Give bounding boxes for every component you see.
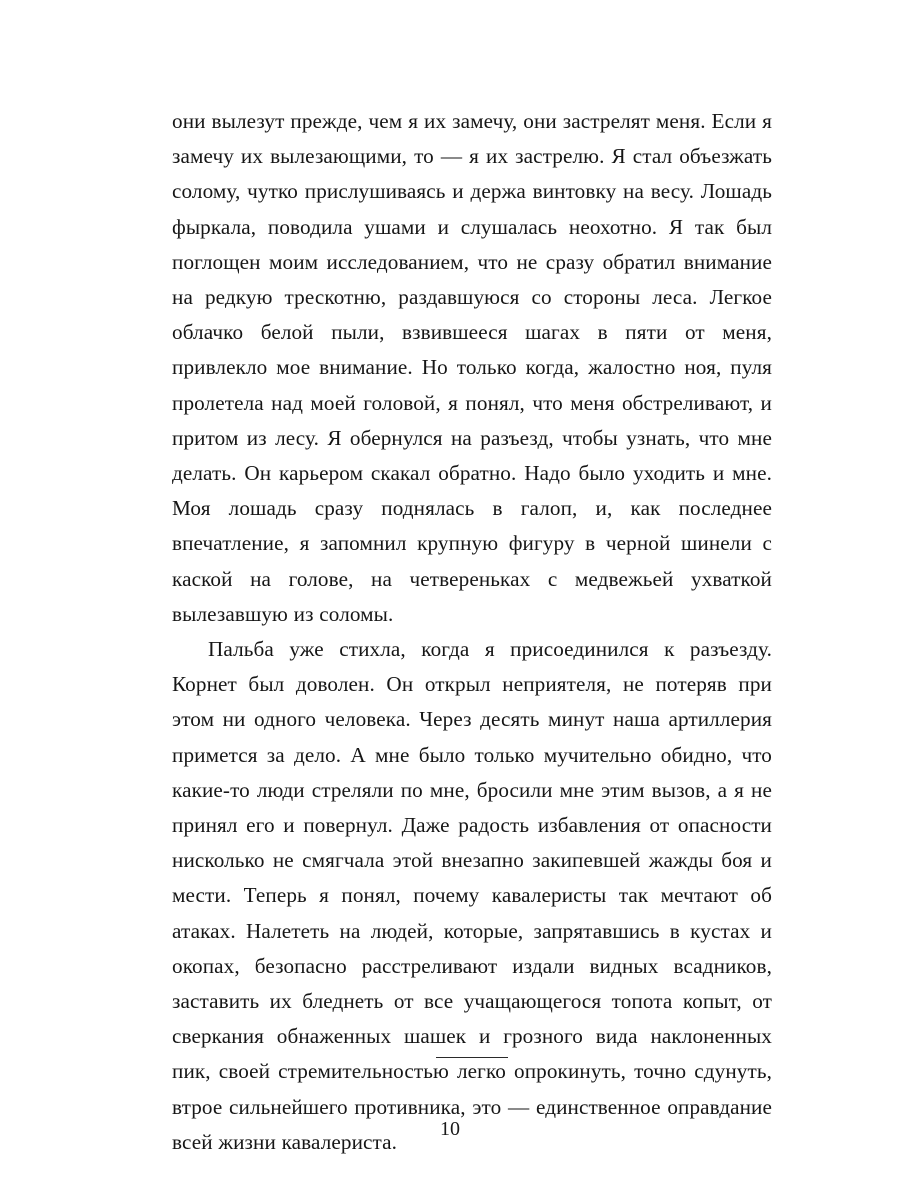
paragraph: они вылезут прежде, чем я их замечу, они застрелят меня. Если я замечу их вылезающими, то — я их застрелю. Я стал объезжать солому, чутко прислушиваясь и держа винтовку на весу. Лошадь фыркала, поводила ушами и слушалась неохотно. Я так был поглощен моим исследованием, что не сразу обратил внимание на редкую трескотню, раздавшуюся со стороны леса. Легкое облачко белой пыли, взвившееся шагах в пяти от меня, привлекло мое внимание. Но только когда, жалостно ноя, пуля пролетела над моей головой, я понял, что меня обстреливают, и притом из лесу. Я обернулся на разъезд, чтобы узнать, что мне делать. Он карьером скакал обратно. Надо было уходить и мне. Моя лошадь сразу поднялась в галоп, и, как последнее впечатление, я запомнил крупную фигуру в черной шинели с каской на голове, на четвереньках с медвежьей ухваткой вылезавшую из соломы.: [172, 109, 772, 626]
body-text-column: [172, 104, 772, 1160]
divider-rule: [436, 1057, 508, 1058]
section-divider: [172, 1048, 772, 1066]
page-number: 10: [440, 1118, 460, 1140]
paragraph: Пальба уже стихла, когда я присоединился к разъезду. Корнет был доволен. Он открыл неприятеля, не потеряв при этом ни одного человека. Через десять минут наша артиллерия примется за дело. А мне было только мучительно обидно, что какие-то люди стреляли по мне, бросили мне этим вызов, а я не принял его и повернул. Даже радость избавления от опасности нисколько не смягчала этой внезапно закипевшей жажды боя и мести. Теперь я понял, почему кавалеристы так мечтают об атаках. Налететь на людей, которые, запрятавшись в кустах и окопах, безопасно расстреливают издали видных всадников, заставить их бледнеть от все учащающегося топота копыт, от сверкания обнаженных шашек и грозного вида наклоненных пик, своей стремительностью легко опрокинуть, точно сдунуть, втрое сильнейшего противника, это — единственное оправдание всей жизни кавалериста.: [172, 637, 772, 1154]
